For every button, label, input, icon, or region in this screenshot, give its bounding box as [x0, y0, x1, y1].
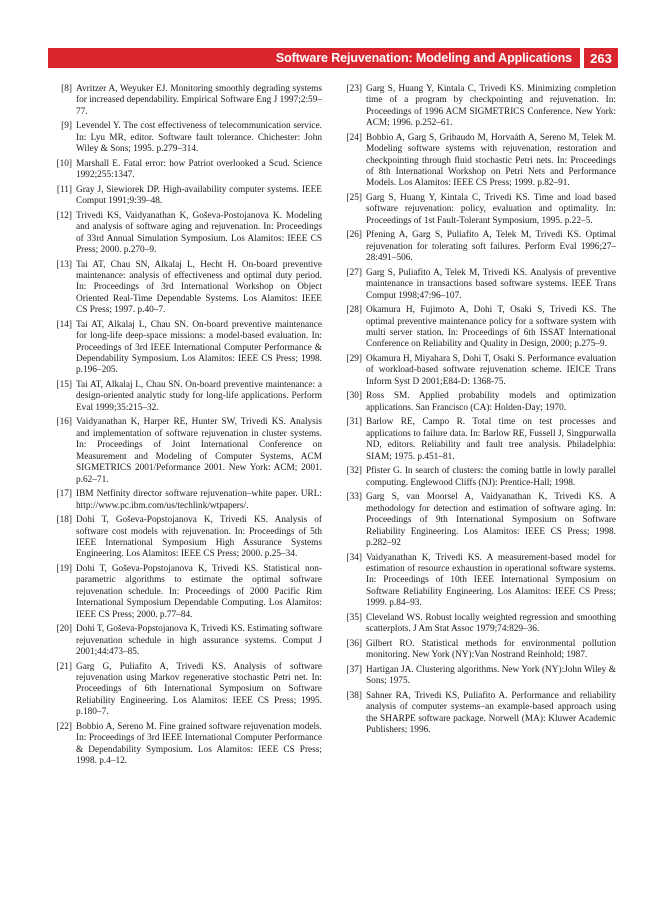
reference-number: [27] — [346, 267, 362, 278]
references-left-column — [50, 84, 322, 771]
reference-number: [33] — [346, 492, 362, 503]
reference-item — [340, 354, 616, 388]
reference-number: [37] — [346, 664, 362, 675]
reference-text: Tai AT, Chau SN, Alkalaj L, Hecht H. On-board preventive maintenance: analysis of effectiveness and optimal duty period. In: Proceedings of 3rd International Workshop on Object Oriented Real-Time Dependable Systems. Los Alamitos: IEEE CS Press; 1997. p.40–7. — [76, 259, 322, 316]
reference-text: Tai AT, Alkalaj L, Chau SN. On-board preventive maintenance: a design-oriented analytic study for long-life applications. Perform Eval 1999;35:215–32. — [76, 380, 322, 413]
reference-item — [50, 320, 322, 377]
reference-item — [340, 639, 616, 662]
references-right-column — [340, 84, 616, 740]
reference-item — [340, 193, 616, 227]
reference-item — [50, 84, 322, 118]
reference-text: Ross SM. Applied probability models and optimization applications. San Francisco (CA): Holden-Day; 1970. — [366, 391, 616, 413]
reference-text: Gray J, Siewiorek DP. High-availability computer systems. IEEE Comput 1991;9:39–48. — [76, 184, 322, 207]
reference-number: [28] — [346, 305, 362, 316]
reference-text: Bobbio A, Sereno M. Fine grained software rejuvenation models. In: Proceedings of 3rd IEEE International Computer Performance & Dependability Symposium. Los Alamitos: IEEE CS Press; 1998. p.4–12. — [76, 721, 322, 766]
reference-number: [17] — [56, 489, 72, 500]
reference-text: Garg S, Puliafito A, Telek M, Trivedi KS. Analysis of preventive maintenance in transactions based software systems. IEEE Trans Comput 1998;47:96–107. — [366, 267, 616, 301]
reference-text: Barlow RE, Campo R. Total time on test processes and applications to failure data. In: Barlow RE, Fussell J, Singpurwalla ND, editors. Reliability and fault tree analysis. Philadelphia: SIAM; 1975. p.451–81. — [366, 417, 616, 462]
reference-number: [34] — [346, 552, 362, 563]
reference-number: [32] — [346, 466, 362, 477]
reference-item — [340, 613, 616, 636]
reference-text: Garg G, Puliafito A, Trivedi KS. Analysis of software rejuvenation using Markov regenerative stochastic Petri net. In: Proceedings of 6th International Symposium on Software Reliability Engineering. Los Alamitos: IEEE CS Press; 1995. p.180–7. — [76, 661, 322, 718]
reference-item — [50, 515, 322, 561]
reference-number: [12] — [56, 210, 72, 221]
running-header — [48, 48, 580, 68]
reference-number: [18] — [56, 515, 72, 526]
reference-text: Avritzer A, Weyuker EJ. Monitoring smoothly degrading systems for increased dependability. Empirical Software Eng J 1997;2:59–77. — [76, 84, 322, 117]
reference-number: [15] — [56, 380, 72, 391]
reference-item — [340, 305, 616, 351]
reference-number: [20] — [56, 624, 72, 635]
reference-text: Vaidyanathan K, Harper RE, Hunter SW, Trivedi KS. Analysis and implementation of software rejuvenation in cluster systems. In: Proceedings of Joint International Conference on Measurement and Modeling of Computer Systems, ACM SIGMETRICS 2001/Peformance 2001. New York: ACM; 2001. p.62–71. — [76, 417, 322, 485]
reference-item — [340, 230, 616, 264]
reference-item — [50, 159, 322, 182]
reference-item — [340, 391, 616, 414]
reference-text: Sahner RA, Trivedi KS, Puliafito A. Performance and reliability analysis of computer systems–an example-based approach using the SHARPE software package. Norwell (MA): Kluwer Academic Publishers; 1996. — [366, 690, 616, 735]
reference-item — [340, 665, 616, 688]
reference-number: [10] — [56, 158, 72, 169]
reference-text: Dohi T, Goševa-Popstojanova K, Trivedi KS. Statistical non-parametric algorithms to estimate the optimal software rejuvenation schedule. In: Proceedings of 2000 Pacific Rim International Symposium Dependable Computing. Los Alamitos: IEEE CS Press; 2000. p.77–84. — [76, 563, 322, 620]
reference-number: [22] — [56, 721, 72, 732]
reference-text: Cleveland WS. Robust locally weighted regression and smoothing scatterplots. J Am Stat Assoc 1979;74:829–36. — [366, 612, 616, 635]
reference-text: Okamura H, Fujimoto A, Dohi T, Osaki S, Trivedi KS. The optimal preventive maintenance policy for a software system with multi server station. In: Proceedings of 6th ISSAT International Conference on Reliability and Quality in Design, 2000; p.275–9. — [366, 305, 616, 350]
reference-item — [340, 553, 616, 610]
running-title: Software Rejuvenation: Modeling and Applications — [275, 51, 572, 65]
reference-text: Gilbert RO. Statistical methods for environmental pollution monitoring. New York (NY):Van Nostrand Reinhold; 1987. — [366, 638, 616, 661]
page-number: 263 — [590, 50, 612, 66]
reference-item — [340, 691, 616, 737]
reference-number: [23] — [346, 84, 362, 94]
reference-text: Levendel Y. The cost effectiveness of telecommunication service. In: Lyu MR, editor. Software fault tolerance. Chichester: John Wiley & Sons; 1995. p.279–314. — [76, 121, 322, 155]
reference-number: [14] — [56, 319, 72, 330]
reference-number: [19] — [56, 563, 72, 574]
reference-number: [35] — [346, 612, 362, 623]
reference-number: [31] — [346, 417, 362, 428]
reference-text: Okamura H, Miyahara S, Dohi T, Osaki S. Performance evaluation of workload-based software rejuvenation scheme. IEICE Trans Inform Syst D 2001;E84-D: 1368-75. — [366, 354, 616, 387]
reference-item — [50, 624, 322, 658]
reference-text: Vaidyanathan K, Trivedi KS. A measurement-based model for estimation of resource exhaustion in operational software systems. In: Proceedings of 10th IEEE International Symposium on Software Reliability Engineering. Los Alamitos: IEEE CS Press; 1999. p.84–93. — [366, 552, 616, 609]
reference-number: [24] — [346, 132, 362, 143]
reference-item — [50, 185, 322, 208]
reference-item — [50, 121, 322, 155]
reference-text: Dohi T, Goševa-Popstojanova K, Trivedi KS. Analysis of software cost models with rejuvenation. In: Proceedings of 5th IEEE International Symposium High Assurance Systems Engineering. Los Alamitos: IEEE CS Press; 2000. p.25–34. — [76, 515, 322, 560]
reference-number: [36] — [346, 638, 362, 649]
reference-text: Marshall E. Fatal error: how Patriot overlooked a Scud. Science 1992;255:1347. — [76, 158, 322, 181]
reference-text: Garg S, Huang Y, Kintala C, Trivedi KS. Minimizing completion time of a program by checkpointing and rejuvenation. In: Proceedings of 1996 ACM SIGMETRICS Conference. New York: ACM; 1996. p.252–61. — [366, 84, 616, 129]
reference-text: Garg S, van Moorsel A, Vaidyanathan K, Trivedi KS. A methodology for detection and estimation of software aging. In: Proceedings of 9th International Symposium on Software Reliability Engineering. Los Alamitos: IEEE CS Press; 1998. p.282–92 — [366, 492, 616, 548]
reference-number: [16] — [56, 417, 72, 428]
reference-text: Bobbio A, Garg S, Gribaudo M, Horvaáth A, Sereno M, Telek M. Modeling software systems with rejuvenation, restoration and checkpointing through fluid stochastic Petri nets. In: Proceedings of 8th International Workshop on Petri Nets and Performance Models. Los Alamitos: IEEE CS Press; 1999. p.82–91. — [366, 132, 616, 189]
reference-text: Hartigan JA. Clustering algorithms. New York (NY):John Wiley & Sons; 1975. — [366, 664, 616, 687]
reference-item — [50, 211, 322, 257]
reference-number: [25] — [346, 193, 362, 204]
reference-number: [8] — [61, 84, 72, 94]
reference-item — [50, 380, 322, 414]
reference-item — [50, 662, 322, 719]
reference-number: [30] — [346, 391, 362, 402]
reference-item — [340, 268, 616, 302]
reference-number: [9] — [61, 121, 72, 132]
reference-item — [50, 722, 322, 768]
reference-item — [50, 260, 322, 317]
reference-item — [50, 417, 322, 485]
reference-text: Pfening A, Garg S, Puliafito A, Telek M, Trivedi KS. Optimal rejuvenation for tolerating soft failures. Perform Eval 1996;27–28:491–506. — [366, 230, 616, 264]
reference-text: Trivedi KS, Vaidyanathan K, Goševa-Postojanova K. Modeling and analysis of software aging and rejuvenation. In: Proceedings of 33rd Annual Simulation Symposium. Los Alamitos: IEEE CS Press; 2000. p.270–9. — [76, 210, 322, 256]
reference-text: Tai AT, Alkalaj L, Chau SN. On-board preventive maintenance for long-life deep-space missions: a model-based evaluation. In: Proceedings of 3rd IEEE International Computer Performance & Dependability Symposium. Los Alamitos: IEEE CS Press; 1998. p.196–205. — [76, 319, 322, 376]
reference-item — [50, 489, 322, 512]
reference-item — [340, 84, 616, 130]
reference-text: Garg S, Huang Y, Kintala C, Trivedi KS. Time and load based software rejuvenation: policy, evaluation and optimality. In: Proceedings of 1st Fault-Tolerant Symposium, 1995. p.22–5. — [366, 193, 616, 226]
reference-text: Dohi T, Goševa-Popstojanova K, Trivedi KS. Estimating software rejuvenation schedule in high assurance systems. Comput J 2001;44:473–85. — [76, 624, 322, 657]
reference-text: Pfister G. In search of clusters: the coming battle in lowly parallel computing. Englewood Cliffs (NJ): Prentice-Hall; 1998. — [366, 466, 616, 488]
reference-number: [38] — [346, 690, 362, 701]
reference-number: [11] — [56, 184, 72, 195]
reference-number: [21] — [56, 661, 72, 672]
reference-number: [29] — [346, 354, 362, 365]
page-number-box — [584, 48, 618, 68]
reference-item — [340, 133, 616, 190]
reference-item — [340, 417, 616, 463]
reference-item — [50, 564, 322, 621]
reference-item — [340, 466, 616, 489]
reference-number: [13] — [56, 259, 72, 270]
reference-number: [26] — [346, 230, 362, 241]
reference-text: IBM Netfinity director software rejuvenation–white paper. URL: http://www.pc.ibm.com/us/techlink/wtpapers/. — [76, 489, 322, 511]
reference-item — [340, 492, 616, 549]
